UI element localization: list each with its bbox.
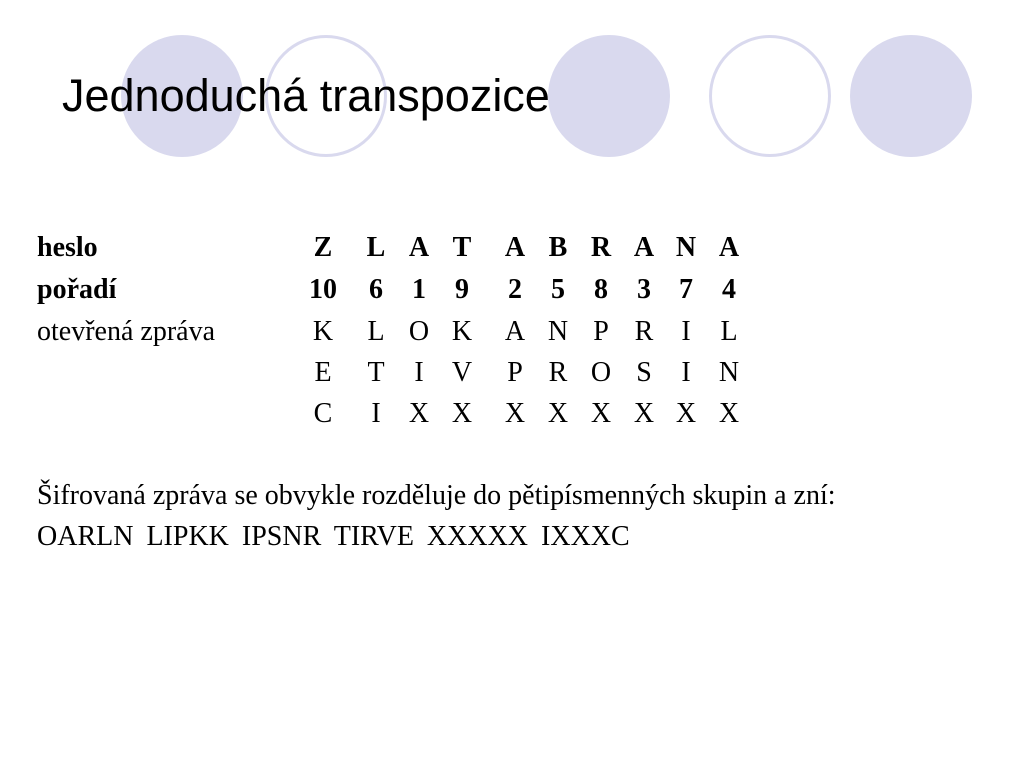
table-cell: 2 — [508, 274, 522, 305]
table-cell: X — [504, 398, 526, 429]
table-cell: 10 — [309, 274, 337, 305]
table-cell: N — [547, 316, 569, 347]
table-cell: 1 — [412, 274, 426, 305]
table-cell: K — [451, 316, 473, 347]
table-cell: V — [451, 357, 473, 388]
table-cell: L — [367, 316, 385, 347]
table-cell: 6 — [369, 274, 383, 305]
table-cell: T — [367, 357, 385, 388]
table-cell: A — [504, 316, 526, 347]
decorative-circle-outline — [709, 35, 831, 157]
table-row-poradi — [0, 269, 1024, 311]
row-label: otevřená zpráva — [37, 316, 215, 347]
row-label: heslo — [37, 232, 98, 263]
table-cell: E — [314, 357, 332, 388]
table-cell: 4 — [722, 274, 736, 305]
decorative-circle-filled — [548, 35, 670, 157]
table-cell: I — [414, 357, 424, 388]
table-cell: 9 — [455, 274, 469, 305]
table-cell: X — [451, 398, 473, 429]
table-cell: 3 — [637, 274, 651, 305]
table-cell: X — [590, 398, 612, 429]
decorative-circle-filled — [850, 35, 972, 157]
table-cell: N — [675, 232, 697, 263]
table-cell: R — [634, 316, 654, 347]
table-row-heslo — [0, 227, 1024, 269]
table-cell: R — [590, 232, 612, 263]
table-cell: I — [371, 398, 381, 429]
explanation-text: Šifrovaná zpráva se obvykle rozděluje do pětipísmenných skupin a zní: — [37, 480, 836, 511]
table-cell: R — [548, 357, 568, 388]
table-cell: 7 — [679, 274, 693, 305]
table-cell: T — [452, 232, 472, 263]
table-cell: L — [720, 316, 738, 347]
table-cell: A — [718, 232, 740, 263]
table-cell: S — [636, 357, 652, 388]
table-cell: N — [718, 357, 740, 388]
table-cell: X — [408, 398, 430, 429]
table-row-plaintext-3 — [0, 393, 1024, 435]
table-cell: P — [507, 357, 523, 388]
table-cell: O — [408, 316, 430, 347]
table-cell: A — [504, 232, 526, 263]
table-row-plaintext-1 — [0, 311, 1024, 353]
slide-title: Jednoduchá transpozice — [62, 70, 550, 121]
table-cell: A — [633, 232, 655, 263]
table-cell: X — [547, 398, 569, 429]
table-row-plaintext-2 — [0, 352, 1024, 394]
table-cell: X — [633, 398, 655, 429]
table-cell: 5 — [551, 274, 565, 305]
table-cell: K — [312, 316, 334, 347]
table-cell: A — [408, 232, 430, 263]
cipher-text: OARLN LIPKK IPSNR TIRVE XXXXX IXXXC — [37, 521, 630, 552]
table-cell: P — [593, 316, 609, 347]
table-cell: Z — [313, 232, 333, 263]
table-cell: C — [313, 398, 333, 429]
table-cell: L — [366, 232, 386, 263]
table-cell: I — [681, 316, 691, 347]
table-cell: X — [675, 398, 697, 429]
table-cell: X — [718, 398, 740, 429]
table-cell: O — [590, 357, 612, 388]
table-cell: I — [681, 357, 691, 388]
table-cell: 8 — [594, 274, 608, 305]
row-label: pořadí — [37, 274, 117, 305]
table-cell: B — [548, 232, 568, 263]
